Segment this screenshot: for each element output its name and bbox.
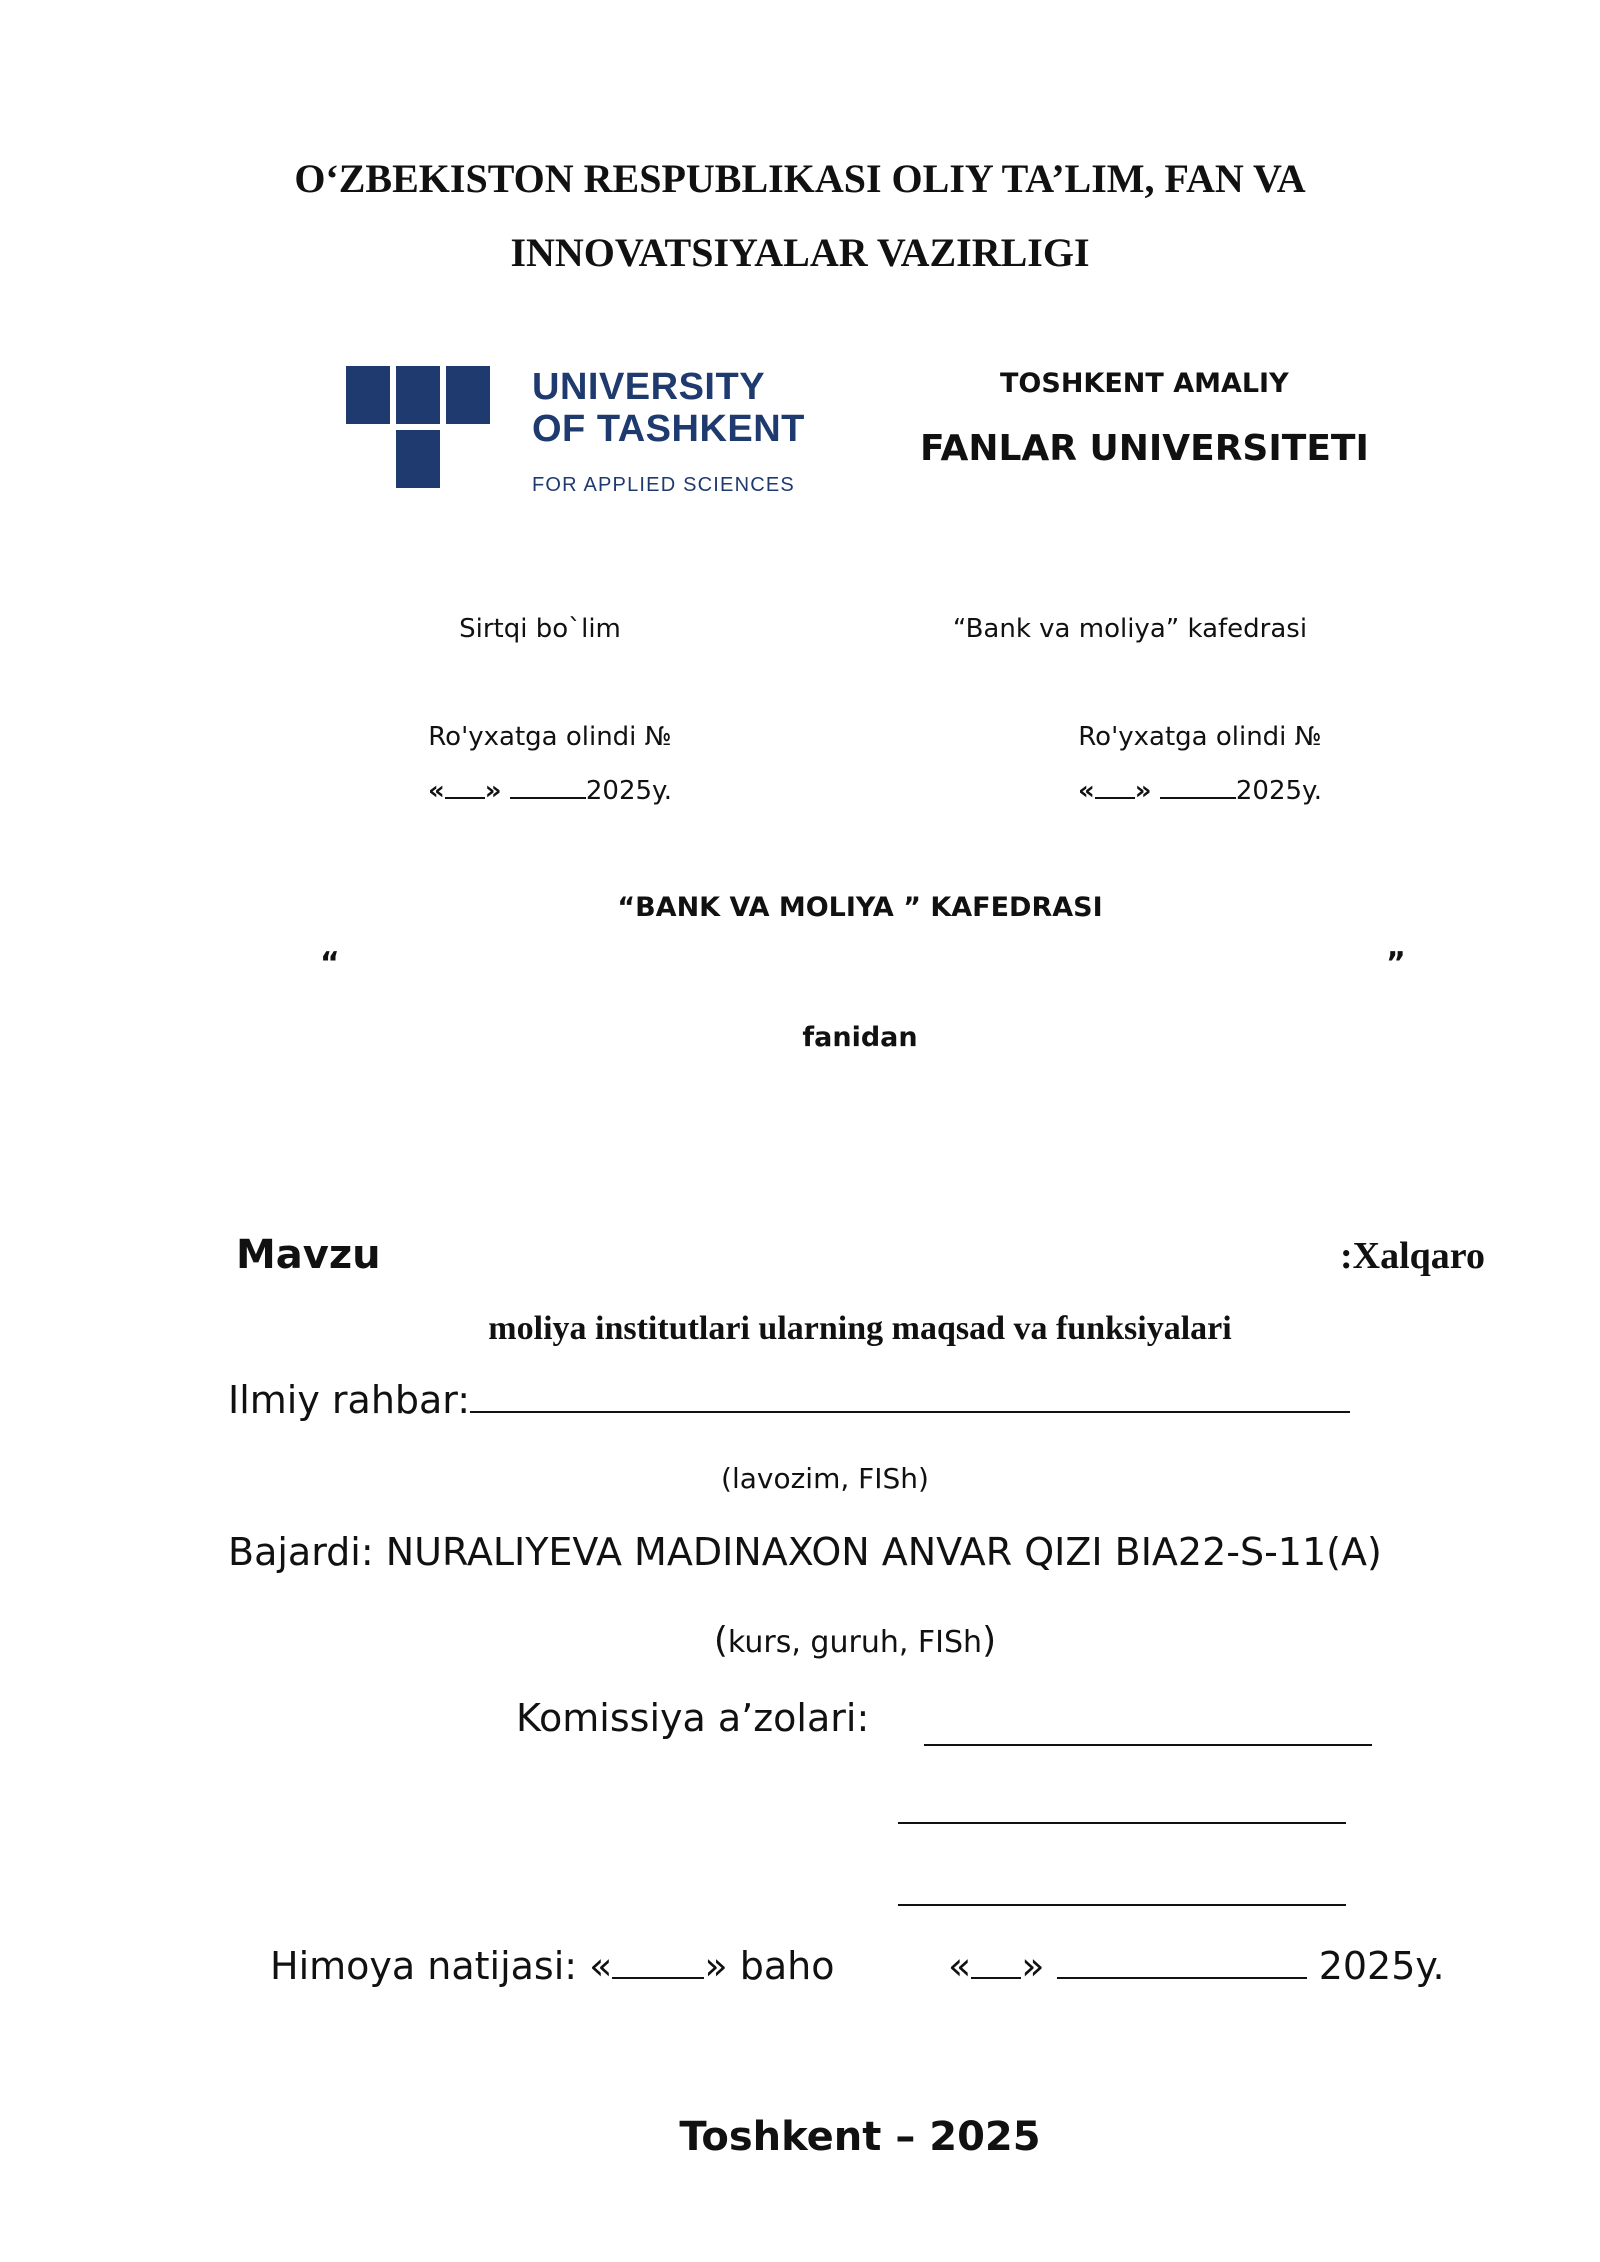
reg-quote-close: »: [1134, 776, 1152, 806]
ministry-line-2: INNOVATSIYALAR VAZIRLIGI: [510, 230, 1090, 275]
student-line: Bajardi: NURALIYEVA MADINAXON ANVAR QIZI BIA22-S-11(A): [228, 1530, 1382, 1574]
reg-year: 2025y.: [585, 776, 672, 806]
defense-grade-blank: [612, 1977, 704, 1979]
university-name-line-1: TOSHKENT AMALIY: [1000, 368, 1289, 399]
subject-quote-open: “: [320, 946, 340, 981]
supervisor-row: [228, 1378, 1350, 1422]
logo-text-of-tashkent: OF TASHKENT: [532, 408, 805, 450]
registration-label-right: Ro'yxatga olindi №: [1078, 722, 1322, 752]
commission-blank-3: [898, 1904, 1346, 1906]
logo-text-university: UNIVERSITY: [532, 366, 766, 408]
student-hint-close: ): [982, 1620, 997, 1661]
reg-year: 2025y.: [1235, 776, 1322, 806]
registration-date-right: [1030, 776, 1370, 806]
student-hint-open: (: [713, 1620, 728, 1661]
student-hint-text: kurs, guruh, FISh: [727, 1625, 983, 1660]
logo-square-3: [446, 366, 490, 424]
reg-quote-open: «: [1078, 776, 1095, 806]
subject-quote-close: ”: [1386, 946, 1406, 981]
kafedra-title: “BANK VA MOLIYA ” KAFEDRASI: [617, 892, 1103, 923]
defense-year: 2025y.: [1318, 1944, 1445, 1988]
reg-quote-close: »: [484, 776, 502, 806]
subject-suffix: fanidan: [802, 1022, 918, 1053]
department-left: Sirtqi bo`lim: [459, 614, 621, 644]
reg-month-blank: [510, 797, 586, 799]
topic-first-word: :Xalqaro: [1340, 1235, 1485, 1277]
supervisor-label: Ilmiy rahbar:: [228, 1378, 471, 1422]
commission-label: Komissiya a’zolari:: [516, 1696, 870, 1740]
reg-day-blank: [445, 797, 485, 799]
defense-label: Himoya natijasi: «: [270, 1944, 613, 1988]
topic-text: moliya institutlari ularning maqsad va funksiyalari: [488, 1310, 1232, 1347]
defense-date-open: «: [948, 1944, 972, 1988]
defense-day-blank: [971, 1977, 1021, 1979]
reg-month-blank: [1160, 797, 1236, 799]
ministry-line-1: O‘ZBEKISTON RESPUBLIKASI OLIY TA’LIM, FAN VA: [294, 156, 1306, 201]
department-right: “Bank va moliya” kafedrasi: [952, 614, 1308, 644]
defense-month-blank: [1057, 1977, 1307, 1979]
registration-label-left: Ro'yxatga olindi №: [428, 722, 672, 752]
topic-label: Mavzu: [236, 1232, 381, 1278]
university-name-line-2: FANLAR UNIVERSITETI: [920, 428, 1369, 469]
student-hint: [0, 1620, 1600, 1661]
supervisor-blank: [470, 1411, 1350, 1413]
commission-blank-2: [898, 1822, 1346, 1824]
defense-date-close: »: [1021, 1944, 1045, 1988]
logo-square-4: [396, 430, 440, 488]
reg-quote-open: «: [428, 776, 445, 806]
footer-city-year: Toshkent – 2025: [679, 2114, 1041, 2160]
registration-date-left: [380, 776, 720, 806]
ministry-header: [0, 142, 1600, 290]
logo-square-2: [396, 366, 440, 424]
defense-date: [948, 1944, 1445, 1988]
defense-row: [270, 1944, 835, 1988]
logo-text-applied-sciences: FOR APPLIED SCIENCES: [532, 474, 795, 496]
logo-square-1: [346, 366, 390, 424]
reg-day-blank: [1095, 797, 1135, 799]
supervisor-hint: (lavozim, FISh): [721, 1462, 929, 1495]
commission-blank-1: [924, 1744, 1372, 1746]
university-logo: [346, 366, 805, 506]
defense-mid: » baho: [704, 1944, 835, 1988]
